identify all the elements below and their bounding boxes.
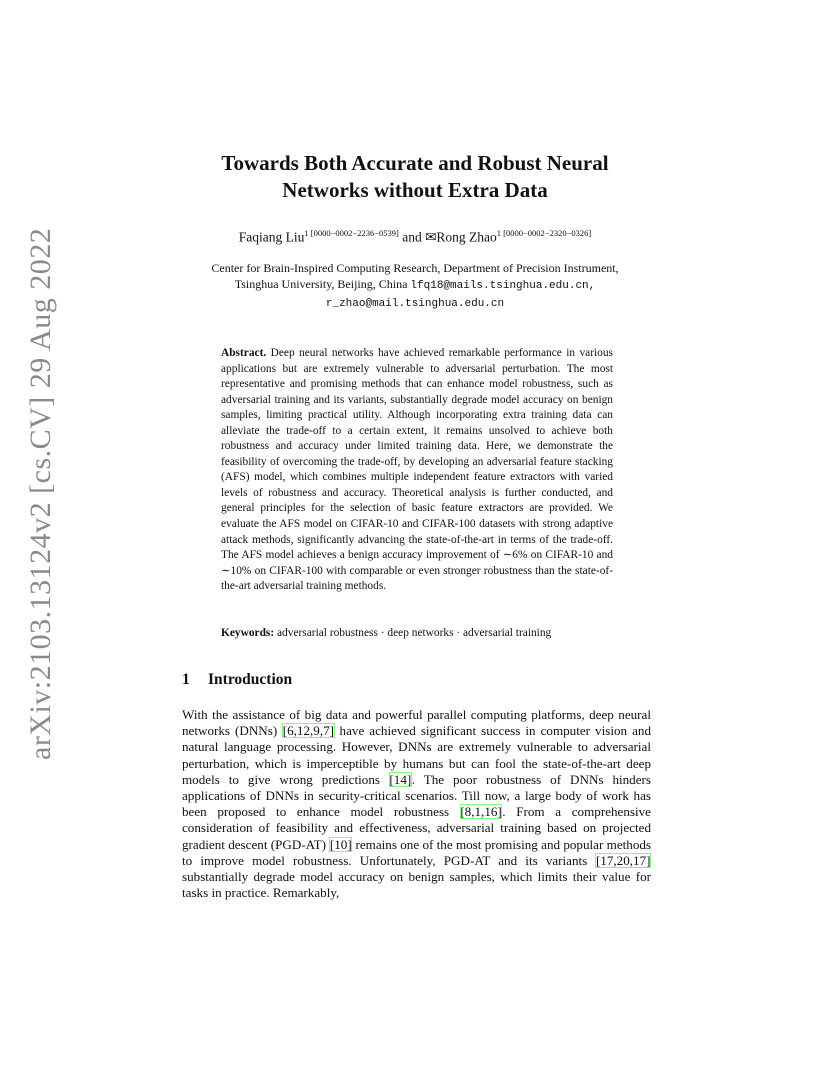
title-line-2: Networks without Extra Data [282, 178, 548, 202]
author-1-name: Faqiang Liu [238, 229, 305, 245]
intro-text-3: . The poor robustness of DNNs hinders applications of DNNs in security-critical scenarios. Till now, a large body of work has been proposed to enhance model robustness [182, 771, 651, 820]
affiliation-line-1: Center for Brain-Inspired Computing Research, Department of Precision Instrument, [211, 261, 619, 275]
intro-paragraph [182, 707, 651, 901]
intro-text-1: With the assistance of big data and powerful parallel computing platforms, deep neural networks (DNNs) [182, 707, 651, 739]
abstract-text: Deep neural networks have achieved remarkable performance in various applications but are extremely vulnerable to adversarial perturbation. The most representative and promising methods that can enhance model robustness, such as adversarial training and its variants, substantially degrade model accuracy on benign samples, limiting practical utility. Although incorporating extra training data can alleviate the trade-off to a certain extent, it remains unsolved to achieve both robustness and accuracy under limited training data. Here, we demonstrate the feasibility of overcoming the trade-off, by developing an adversarial feature stacking (AFS) model, which combines multiple independent feature extractors with varied levels of robustness and accuracy. Theoretical analysis is further conducted, and general principles for the selection of basic feature extractors are provided. We evaluate the AFS model on CIFAR-10 and CIFAR-100 datasets with strong adaptive attack methods, significantly advancing the state-of-the-art in terms of the trade-off. The AFS model achieves a benign accuracy improvement of ∼6% on CIFAR-10 and ∼10% on CIFAR-100 with comparable or even stronger robustness than the state-of-the-art adversarial training methods. [221, 347, 613, 593]
affiliation-line-3 [150, 294, 680, 312]
intro-text-2: have achieved significant success in computer vision and natural language processing. However, DNNs are extremely vulnerable to adversarial perturbation, which is imperceptible by humans but can fool the state-of-the-art deep models to give wrong predictions [182, 723, 651, 787]
citation-link[interactable]: [8,1,16] [460, 804, 502, 820]
citation-link[interactable]: [14] [389, 771, 412, 787]
author-2-name: Rong Zhao [436, 229, 497, 245]
paper-title [150, 150, 680, 204]
author-2-orcid: 1 [0000−0002−2320−0326] [496, 228, 592, 238]
author-separator: and [398, 229, 426, 245]
author-1-orcid: 1 [0000−0002−2236−0539] [304, 228, 399, 238]
title-line-1: Towards Both Accurate and Robust Neural [221, 151, 609, 175]
author-line [150, 228, 680, 246]
email-link-2[interactable]: r_zhao@mail.tsinghua.edu.cn [325, 298, 505, 310]
affiliation-line-2 [150, 276, 680, 294]
intro-text-5: remains one of the most promising and popular methods to improve model robustness. Unfortunately, PGD-AT and its variants [182, 836, 652, 868]
keywords-label: Keywords: [221, 627, 275, 639]
keywords-text: adversarial robustness · deep networks · adversarial training [274, 627, 552, 639]
citation-link[interactable]: [17,20,17] [595, 852, 651, 868]
section-title: Introduction [208, 671, 293, 688]
intro-text-4: . From a comprehensive consideration of feasibility and effectiveness, adversarial training based on projected gradient descent (PGD-AT) [182, 804, 651, 852]
abstract-label: Abstract. [221, 347, 267, 359]
keywords [221, 627, 621, 639]
envelope-icon: ✉ [425, 229, 437, 245]
citation-link[interactable]: [6,12,9,7] [282, 723, 335, 739]
arxiv-identifier-stamp: arXiv:2103.13124v2 [cs.CV] 29 Aug 2022 [24, 227, 57, 760]
citation-link[interactable]: [10] [329, 836, 352, 852]
section-number: 1 [182, 671, 190, 688]
affiliation [150, 260, 680, 312]
affiliation-location: Tsinghua University, Beijing, China [234, 277, 411, 291]
intro-text-6: substantially degrade model accuracy on benign samples, which limits their value for tasks in practice. Remarkably, [182, 869, 651, 901]
section-heading [182, 671, 292, 689]
email-link-1[interactable]: lfq18@mails.tsinghua.edu.cn, [410, 280, 596, 292]
abstract [221, 346, 613, 595]
